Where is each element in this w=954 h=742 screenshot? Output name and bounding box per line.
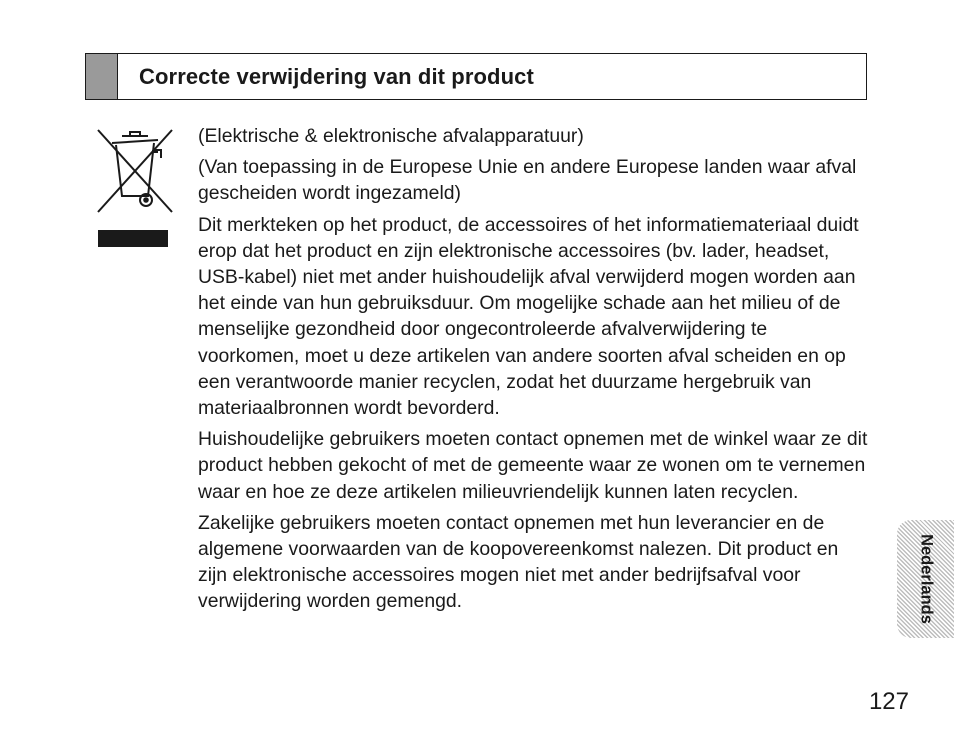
crossed-out-wheelie-bin-icon bbox=[94, 126, 176, 216]
paragraph-business-users: Zakelijke gebruikers moeten contact opnemen met hun leverancier en de algemene voorwaarden van de koopovereenkomst nalezen. Dit product en zijn elektronische accessoires mogen niet met ander bedrijfsafval voor verwijdering worden gemengd. bbox=[198, 511, 839, 613]
heading-accent-tab bbox=[86, 54, 118, 99]
paragraph-marking: Dit merkteken op het product, de accessoires of het informatiemateriaal duidt erop dat het product en zijn elektronische accessoires (bv. lader, headset, USB-kabel) niet met ander huishoudelijk afval verwijderd mogen worden aan het einde van hun gebruiksduur. Om mogelijke schade aan het milieu of de menselijke gezondheid door ongecontroleerde afvalverwijdering te voorkomen, moet u deze artikelen van andere soorten afval scheiden en op een verantwoorde manier recyclen, zodat het duurzame hergebruik van materiaalbronnen wordt bevorderd. bbox=[198, 213, 859, 420]
language-label: Nederlands bbox=[917, 534, 936, 624]
paragraph-category: (Elektrische & elektronische afvalapparatuur) bbox=[198, 125, 584, 147]
body-text bbox=[198, 123, 868, 620]
page-number: 127 bbox=[868, 688, 909, 715]
weee-marking-bar bbox=[98, 230, 168, 247]
section-title: Correcte verwijdering van dit product bbox=[139, 63, 534, 89]
paragraph-household-users: Huishoudelijke gebruikers moeten contact opnemen met de winkel waar ze dit product hebben gekocht of met de gemeente waar ze wonen om te vernemen waar en hoe ze deze artikelen milieuvriendelijk kunnen laten recyclen. bbox=[198, 428, 868, 503]
section-heading-box bbox=[85, 53, 867, 100]
paragraph-scope: (Van toepassing in de Europese Unie en andere Europese landen waar afval gescheiden wordt ingezameld) bbox=[198, 156, 857, 205]
